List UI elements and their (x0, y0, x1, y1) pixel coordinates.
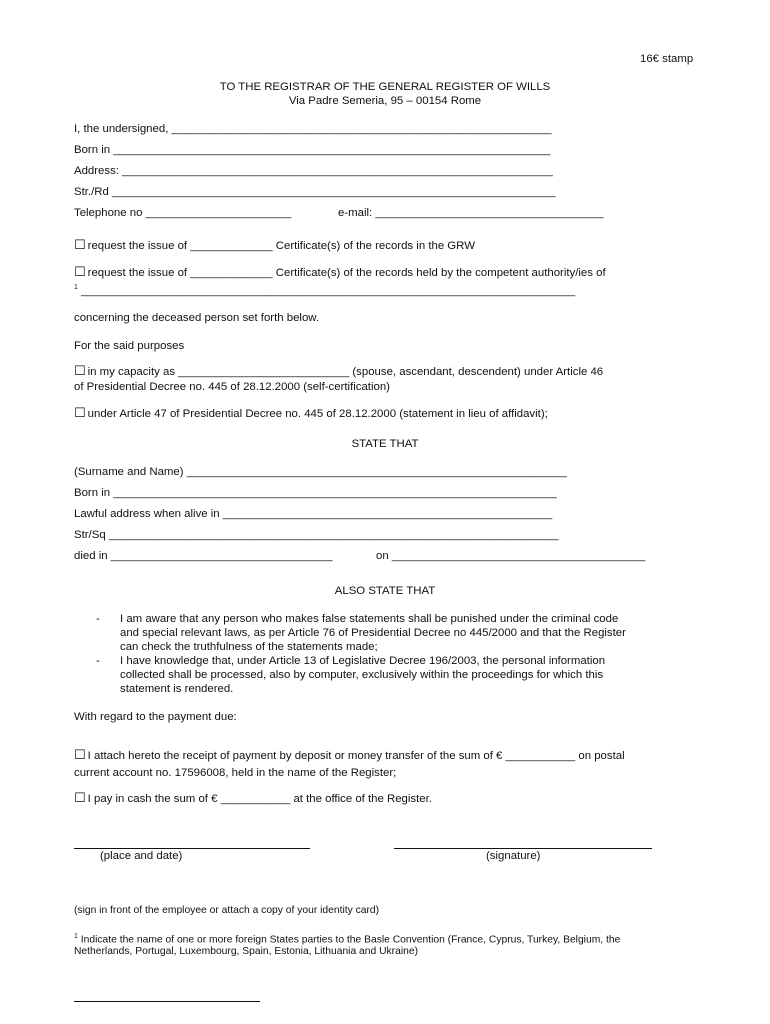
checkbox-icon[interactable]: ☐ (74, 406, 86, 421)
deceased-birthplace-field[interactable]: Born in ______________________________________________________________________ (74, 487, 557, 499)
payment-cash-option[interactable] (74, 791, 432, 806)
article47-label: under Article 47 of Presidential Decree no. 445 of 28.12.2000 (statement in lieu of affidavit); (87, 408, 548, 420)
checkbox-icon[interactable]: ☐ (74, 238, 86, 253)
place-date-label: (place and date) (100, 850, 183, 862)
declaration-false-statements-line: and special relevant laws, as per Article 76 of Presidential Decree no 445/2000 and that the Register (120, 627, 626, 639)
declaration-false-statements-line: can check the truthfulness of the statements made; (120, 641, 378, 653)
article47-option[interactable] (74, 406, 548, 421)
birthplace-field[interactable]: Born in _____________________________________________________________________ (74, 144, 551, 156)
declaration-privacy-line: collected shall be processed, also by computer, exclusively within the proceedings for which this (120, 669, 604, 681)
state-that-heading: STATE THAT (351, 438, 419, 450)
purposes-intro: For the said purposes (74, 340, 185, 352)
signature-line[interactable] (394, 848, 652, 849)
concerning-text: concerning the deceased person set forth below. (74, 312, 320, 324)
deceased-name-field[interactable]: (Surname and Name) ____________________________________________________________ (74, 466, 567, 478)
request-authority-option[interactable] (74, 265, 606, 280)
payment-intro: With regard to the payment due: (74, 711, 237, 723)
declaration-privacy-line: I have knowledge that, under Article 13 of Legislative Decree 196/2003, the personal information (120, 655, 606, 667)
registry-address: Via Padre Semeria, 95 – 00154 Rome (288, 95, 482, 107)
request-grw-option[interactable] (74, 238, 475, 253)
capacity-label: in my capacity as ___________________________ (spouse, ascendant, descendent) under Article 46 (87, 366, 604, 378)
capacity-label-continued: of Presidential Decree no. 445 of 28.12.2000 (self-certification) (74, 381, 390, 393)
deceased-street-field[interactable]: Str/Sq _______________________________________________________________________ (74, 529, 559, 541)
address-field[interactable]: Address: ____________________________________________________________________ (74, 165, 553, 177)
identity-note: (sign in front of the employee or attach a copy of your identity card) (74, 905, 380, 916)
undersigned-field[interactable]: I, the undersigned, ____________________________________________________________ (74, 123, 552, 135)
checkbox-icon[interactable]: ☐ (74, 791, 86, 806)
stamp-note: 16€ stamp (640, 53, 694, 65)
checkbox-icon[interactable]: ☐ (74, 364, 86, 379)
checkbox-icon[interactable]: ☐ (74, 748, 86, 763)
footnote-line: Indicate the name of one or more foreign States parties to the Basle Convention (France, Cyprus, Turkey, Belgium, the (80, 934, 621, 946)
payment-transfer-label: I attach hereto the receipt of payment by deposit or money transfer of the sum of € ___________ on postal (87, 750, 625, 762)
signature-label: (signature) (486, 850, 541, 862)
capacity-option[interactable] (74, 364, 603, 379)
authority-states-blank: ______________________________________________________________________________ (81, 284, 576, 297)
footnote-marker: 1 (74, 933, 78, 940)
telephone-field[interactable]: Telephone no _______________________ (74, 207, 292, 219)
lawful-address-field[interactable]: Lawful address when alive in ____________________________________________________ (74, 508, 553, 520)
request-grw-label: request the issue of _____________ Certificate(s) of the records in the GRW (87, 240, 475, 252)
request-authority-label: request the issue of _____________ Certificate(s) of the records held by the competent authority/ies of (87, 267, 606, 279)
footnote-separator (74, 1001, 260, 1002)
death-date-field[interactable]: on ________________________________________ (376, 550, 646, 562)
payment-transfer-label-continued: current account no. 17596008, held in the name of the Register; (74, 767, 397, 779)
footnote-line: Netherlands, Portugal, Luxembourg, Spain, Estonia, Lithuania and Ukraine) (74, 946, 419, 957)
payment-transfer-option[interactable] (74, 748, 625, 763)
authority-states-field[interactable] (74, 284, 575, 297)
declaration-false-statements-line: I am aware that any person who makes false statements shall be punished under the criminal code (120, 613, 619, 625)
footnote-text (74, 933, 620, 945)
payment-cash-label: I pay in cash the sum of € ___________ at the office of the Register. (87, 793, 432, 805)
checkbox-icon[interactable]: ☐ (74, 265, 86, 280)
email-field[interactable]: e-mail: ____________________________________ (338, 207, 604, 219)
place-date-line[interactable] (74, 848, 310, 849)
death-place-field[interactable]: died in ___________________________________ (74, 550, 333, 562)
also-state-heading: ALSO STATE THAT (334, 585, 436, 597)
street-field[interactable]: Str./Rd ______________________________________________________________________ (74, 186, 556, 198)
footnote-marker: 1 (74, 284, 78, 291)
bullet-dash: - (96, 655, 100, 667)
declaration-privacy-line: statement is rendered. (120, 683, 234, 695)
bullet-dash: - (96, 613, 100, 625)
document-title: TO THE REGISTRAR OF THE GENERAL REGISTER OF WILLS (219, 81, 551, 93)
